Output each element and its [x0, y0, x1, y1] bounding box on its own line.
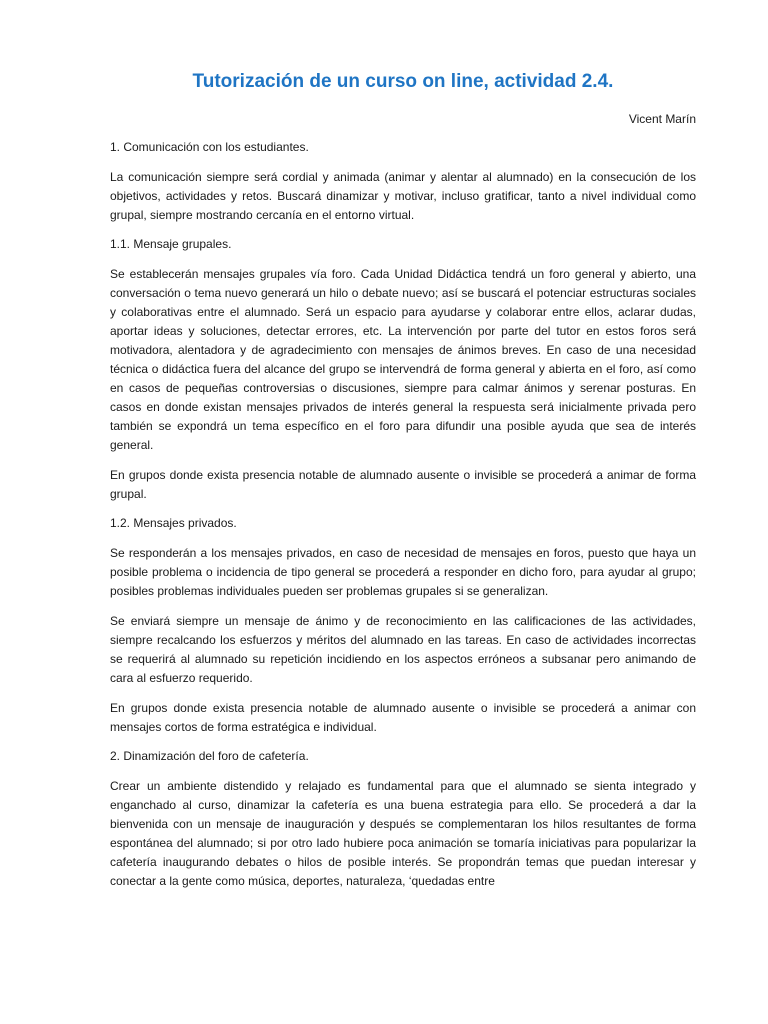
- paragraph: Crear un ambiente distendido y relajado es fundamental para que el alumnado se sienta integrado y enganchado al curso, dinamizar la cafetería es una buena estrategia para ello. Se procederá a dar la bienvenida con un mensaje de inauguración y después se complementaran los hilos resultantes de forma espontánea del alumnado; si por otro lado hubiere poca animación se tomaría iniciativas para popularizar la cafetería inaugurando debates o hilos de posible interés. Se propondrán temas que puedan interesar y conectar a la gente como música, deportes, naturaleza, ‘quedadas entre: [110, 779, 696, 888]
- paragraph: Se establecerán mensajes grupales vía foro. Cada Unidad Didáctica tendrá un foro general y abierto, una conversación o tema nuevo generará un hilo o debate nuevo; así se buscará el potenciar estructuras sociales y colaborativas entre el alumnado. Será un espacio para ayudarse y colaborar entre ellos, aclarar dudas, aportar ideas y soluciones, detectar errores, etc. La intervención por parte del tutor en estos foros será motivadora, alentadora y de agradecimiento con mensajes de ánimos breves. En caso de una necesidad técnica o didáctica fuera del alcance del grupo se intervendrá de forma general y abierta en el foro, así como en casos de pequeñas controversias o discusiones, siempre para calmar ánimos y serenar posturas. En casos en donde existan mensajes privados de interés general la respuesta será inicialmente privada pero también se expondrá un tema específico en el foro para difundir una posible ayuda que sea de interés general.: [110, 267, 696, 452]
- section-heading-mensajes-grupales: 1.1. Mensaje grupales.: [110, 237, 232, 251]
- section-heading-comunicacion: 1. Comunicación con los estudiantes.: [110, 140, 309, 154]
- paragraph: Se responderán a los mensajes privados, en caso de necesidad de mensajes en foros, puesto que haya un posible problema o incidencia de tipo general se procederá a responder en dicho foro, para ayudar al grupo; posibles problemas individuales pueden ser problemas grupales si se generalizan.: [110, 546, 696, 598]
- section-heading-foro-cafeteria: 2. Dinamización del foro de cafetería.: [110, 749, 309, 763]
- author-name: Vicent Marín: [628, 112, 696, 126]
- section-heading-mensajes-privados: 1.2. Mensajes privados.: [110, 516, 237, 530]
- paragraph: La comunicación siempre será cordial y animada (animar y alentar al alumnado) en la consecución de los objetivos, actividades y retos. Buscará dinamizar y motivar, incluso gratificar, tanto a nivel individual como grupal, siempre mostrando cercanía en el entorno virtual.: [110, 170, 696, 222]
- paragraph: En grupos donde exista presencia notable de alumnado ausente o invisible se procederá a animar de forma grupal.: [110, 468, 696, 501]
- paragraph: Se enviará siempre un mensaje de ánimo y de reconocimiento en las calificaciones de las actividades, siempre recalcando los esfuerzos y méritos del alumnado en las tareas. En caso de actividades incorrectas se requerirá al alumnado su repetición incidiendo en los aspectos erróneos a subsanar pero animando de cara al esfuerzo requerido.: [110, 614, 696, 685]
- paragraph: En grupos donde exista presencia notable de alumnado ausente o invisible se procederá a animar con mensajes cortos de forma estratégica e individual.: [110, 701, 696, 734]
- document-title: Tutorización de un curso on line, actividad 2.4.: [192, 71, 614, 92]
